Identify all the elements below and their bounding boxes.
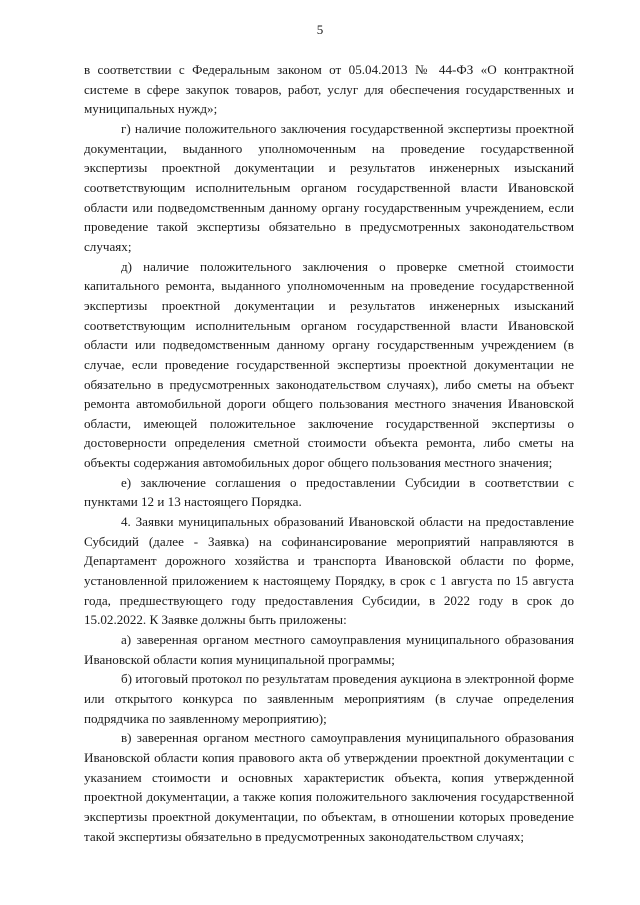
paragraph-item-e: е) заключение соглашения о предоставлении Субсидии в соответствии с пунктами 12 и 13 настоящего Порядка. — [84, 474, 574, 510]
document-body — [84, 60, 574, 846]
paragraph-section-4: 4. Заявки муниципальных образований Ивановской области на предоставление Субсидий (далее - Заявка) на софинансирование мероприятий направляются в Департамент дорожного хозяйства и транспорта Ивановской области по форме, установленной приложением к настоящему Порядку, в срок с 1 августа по 15 августа года, предшествующего году предоставления Субсидии, в 2022 году в срок до 15.02.2022. К Заявке должны быть приложены: — [84, 514, 574, 628]
paragraph-item-a: а) заверенная органом местного самоуправления муниципального образования Ивановской области копия муниципальной программы; — [84, 632, 574, 667]
paragraph-item-b: б) итоговый протокол по результатам проведения аукциона в электронной форме или открытого конкурса по заявленным мероприятиям (в случае определения подрядчика по заявленному мероприятию); — [84, 671, 574, 726]
paragraph-item-d: д) наличие положительного заключения о проверке сметной стоимости капитального ремонта, выданного уполномоченным на проведение государственной экспертизы проектной документации и результатов инженерных изысканий соответствующим исполнительным органом государственной власти Ивановской области или подведомственным данному органу государственным учреждением (в случае, если проведение государственной экспертизы проектной документации не обязательно в предусмотренных законодательством случаях), либо сметы на объект ремонта автомобильной дороги общего пользования местного значения Ивановской области, имеющей положительное заключение государственной экспертизы о достоверности определения сметной стоимости объекта ремонта, либо сметы на объекты содержания автомобильных дорог общего пользования местного значения; — [84, 258, 574, 471]
paragraph-item-g: г) наличие положительного заключения государственной экспертизы проектной документации, выданного уполномоченным на проведение государственной экспертизы проектной документации и результатов инженерных изысканий соответствующим исполнительным органом государственной власти Ивановской области или подведомственным данному органу государственным учреждением, если проведение такой экспертизы обязательно в предусмотренных законодательством случаях; — [84, 120, 574, 254]
page-number: 5 — [316, 22, 324, 37]
paragraph-continuation: в соответствии с Федеральным законом от 05.04.2013 № 44-ФЗ «О контрактной системе в сфере закупок товаров, работ, услуг для обеспечения государственных и муниципальных нужд»; — [84, 62, 574, 117]
paragraph-item-v: в) заверенная органом местного самоуправления муниципального образования Ивановской области копия правового акта об утверждении проектной документации с указанием стоимости и основных характеристик объекта, копия утвержденной проектной документации, а также копия положительного заключения государственной экспертизы проектной документации, по объектам, в отношении которых проведение такой экспертизы обязательно в предусмотренных законодательством случаях; — [84, 730, 574, 844]
